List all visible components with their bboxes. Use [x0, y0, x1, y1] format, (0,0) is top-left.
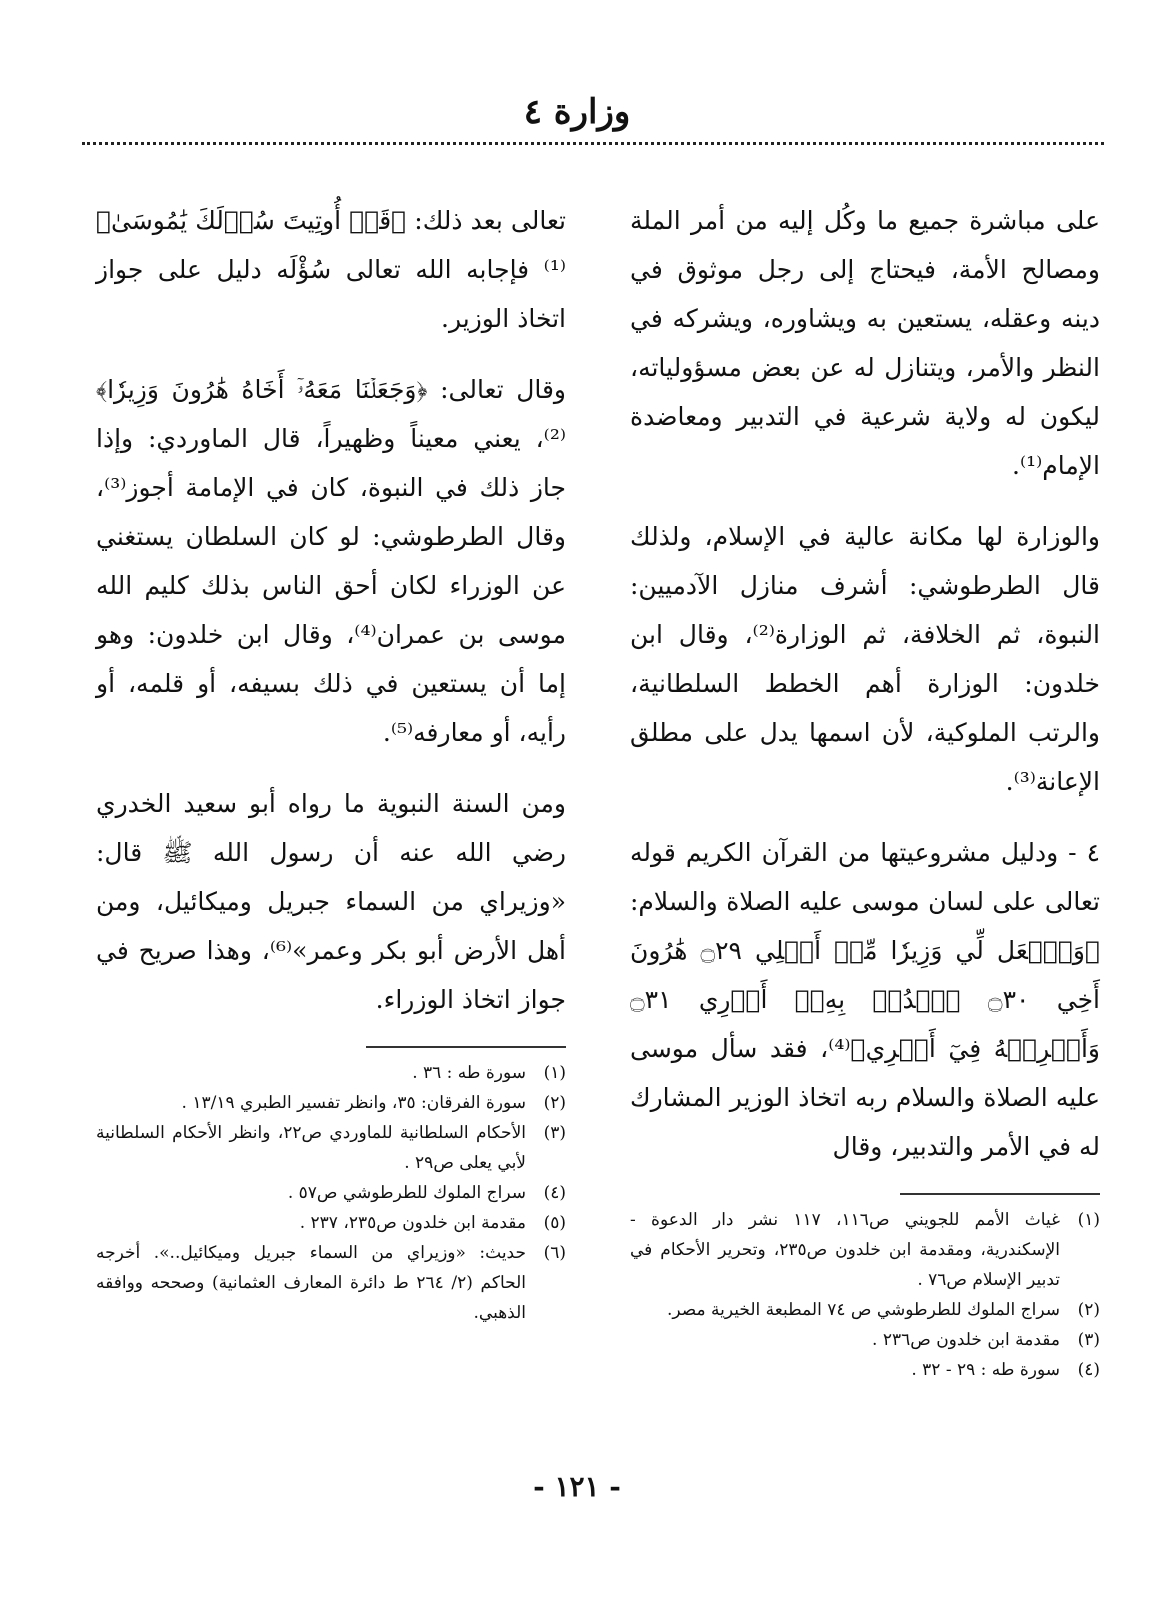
left-footnote	[96, 1238, 566, 1328]
left-footnote	[96, 1208, 566, 1238]
left-footnote	[96, 1058, 566, 1088]
right-footnote	[630, 1355, 1100, 1385]
footnote-number: (٣)	[543, 1123, 566, 1143]
left-paragraph-2: وقال تعالى: ﴿وَجَعَلۡنَا مَعَهُۥٓ أَخَاهُ هَٰرُونَ وَزِيرٗا﴾⁽²⁾، يعني معيناً وظهيراً، قال الماوردي: وإذا جاز ذلك في النبوة، كان في الإمامة أجوز⁽³⁾، وقال الطرطوشي: لو كان السلطان يستغني عن الوزراء لكان أحق الناس بذلك كليم الله موسى بن عمران⁽⁴⁾، وقال ابن خلدون: وهو إما أن يستعين في ذلك بسيفه، أو قلمه، أو رأيه، أو معارفه⁽⁵⁾.	[96, 375, 566, 747]
right-footnote	[630, 1325, 1100, 1355]
right-footnote-separator	[900, 1193, 1100, 1195]
right-footnotes	[630, 1205, 1100, 1385]
footnote-number: (٢)	[1077, 1300, 1100, 1320]
footnote-text: سورة الفرقان: ٣٥، وانظر تفسير الطبري ١٣/١٩ .	[181, 1093, 526, 1113]
footnote-number: (٤)	[1077, 1360, 1100, 1380]
footnote-number: (٣)	[1077, 1330, 1100, 1350]
left-footnote	[96, 1178, 566, 1208]
left-footnote-separator	[366, 1046, 566, 1048]
page-header-title: وزارة ٤	[523, 92, 631, 132]
footnote-number: (٤)	[543, 1183, 566, 1203]
footnote-number: (٢)	[543, 1093, 566, 1113]
right-footnote	[630, 1205, 1100, 1295]
footnote-text: مقدمة ابن خلدون ص٢٣٦ .	[872, 1330, 1060, 1350]
page-number: - ١٢١ -	[533, 1470, 621, 1503]
left-footnote	[96, 1088, 566, 1118]
footnote-number: (٥)	[543, 1213, 566, 1233]
footnote-text: سورة طه : ٢٩ - ٣٢ .	[911, 1360, 1060, 1380]
footnote-number: (١)	[1077, 1210, 1100, 1230]
footnote-text: سورة طه : ٣٦ .	[412, 1063, 526, 1083]
right-footnote	[630, 1295, 1100, 1325]
left-footnote	[96, 1118, 566, 1178]
left-paragraph-3: ومن السنة النبوية ما رواه أبو سعيد الخدري رضي الله عنه أن رسول الله ﷺ قال: «وزيراي من السماء جبريل وميكائيل، ومن أهل الأرض أبو بكر وعمر»⁽⁶⁾، وهذا صريح في جواز اتخاذ الوزراء.	[96, 789, 567, 1014]
footnote-text: غياث الأمم للجويني ص١١٦، ١١٧ نشر دار الدعوة - الإسكندرية، ومقدمة ابن خلدون ص٢٣٥، وتحرير الأحكام في تدبير الإسلام ص٧٦ .	[630, 1210, 1060, 1290]
right-paragraph-3: ٤ - ودليل مشروعيتها من القرآن الكريم قوله تعالى على لسان موسى عليه الصلاة والسلام: ﴿وَٱجۡعَل لِّي وَزِيرٗا مِّنۡ أَهۡلِي ۝٢٩ هَٰرُونَ أَخِي ۝٣٠ ٱشۡدُدۡ بِهِۦٓ أَزۡرِي ۝٣١ وَأَشۡرِكۡهُ فِيٓ أَمۡرِي﴾⁽⁴⁾، فقد سأل موسى عليه الصلاة والسلام ربه اتخاذ الوزير المشارك له في الأمر والتدبير، وقال	[630, 838, 1100, 1161]
right-paragraph-2: والوزارة لها مكانة عالية في الإسلام، ولذلك قال الطرطوشي: أشرف منازل الآدميين: النبوة، ثم الخلافة، ثم الوزارة⁽²⁾، وقال ابن خلدون: الوزارة أهم الخطط السلطانية، والرتب الملوكية، لأن اسمها يدل على مطلق الإعانة⁽³⁾.	[630, 522, 1101, 796]
left-footnotes	[96, 1058, 566, 1328]
footnote-text: حديث: «وزيراي من السماء جبريل وميكائيل..». أخرجه الحاكم (٢/ ٢٦٤ ط دائرة المعارف العثمانية) وصححه ووافقه الذهبي.	[96, 1243, 526, 1323]
left-paragraph-1: تعالى بعد ذلك: ﴿قَدۡ أُوتِيتَ سُؤۡلَكَ يَٰمُوسَىٰ﴾⁽¹⁾ فإجابه الله تعالى سُؤْلَه دليل على جواز اتخاذ الوزير.	[96, 206, 566, 333]
header-dotted-rule	[82, 142, 1104, 145]
footnote-text: سراج الملوك للطرطوشي ص ٧٤ المطبعة الخيرية مصر.	[667, 1300, 1060, 1320]
footnote-text: سراج الملوك للطرطوشي ص٥٧ .	[287, 1183, 526, 1203]
left-column	[96, 196, 566, 1328]
footnote-text: الأحكام السلطانية للماوردي ص٢٢، وانظر الأحكام السلطانية لأبي يعلى ص٢٩ .	[96, 1123, 526, 1173]
footnote-text: مقدمة ابن خلدون ص٢٣٥، ٢٣٧ .	[299, 1213, 526, 1233]
right-column	[630, 196, 1100, 1385]
footnote-number: (١)	[543, 1063, 566, 1083]
footnote-number: (٦)	[543, 1243, 566, 1263]
right-paragraph-1: على مباشرة جميع ما وكُل إليه من أمر الملة ومصالح الأمة، فيحتاج إلى رجل موثوق في دينه وعقله، يستعين به ويشاوره، ويشركه في النظر والأمر، ويتنازل له عن بعض مسؤولياته، ليكون له ولاية شرعية في التدبير ومعاضدة الإمام⁽¹⁾.	[630, 206, 1100, 480]
